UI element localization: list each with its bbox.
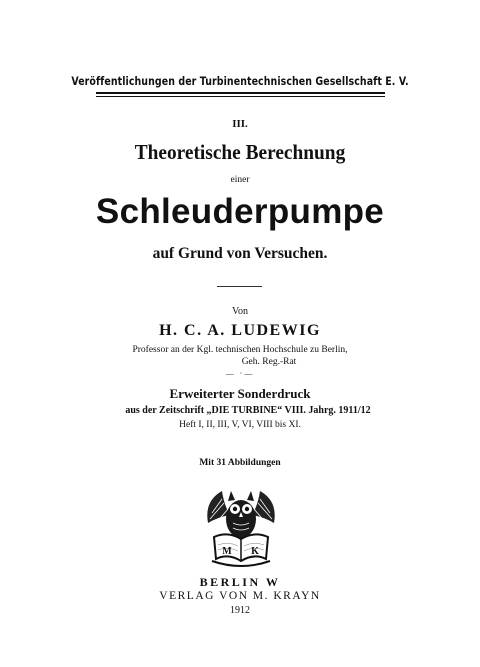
owl-on-book-icon	[200, 479, 282, 569]
main-title: Schleuderpumpe	[95, 192, 385, 231]
svg-text:M: M	[222, 546, 232, 557]
publisher-city: BERLIN W	[199, 575, 281, 589]
issue-list: Heft I, II, III, V, VI, VIII bis XI.	[179, 420, 301, 430]
publication-year: 1912	[230, 605, 250, 616]
illustration-count: Mit 31 Abbildungen	[199, 458, 281, 468]
series-title: Veröffentlichungen der Turbinentechnischen Gesellschaft E. V.	[71, 74, 409, 88]
title-connector: einer	[230, 175, 250, 185]
svg-text:K: K	[251, 546, 259, 557]
author-name: H. C. A. LUDEWIG	[159, 322, 321, 339]
separator-ornament: — ·—	[225, 369, 255, 378]
header-rule-thick	[96, 92, 385, 94]
title-line-3: auf Grund von Versuchen.	[152, 245, 328, 262]
edition-label: Erweiterter Sonderdruck	[169, 386, 311, 401]
journal-reference: aus der Zeitschrift „DIE TURBINE“ VIII. Jahrg. 1911/12	[125, 405, 371, 416]
header-rule-thin	[96, 96, 385, 97]
publisher-name: VERLAG VON M. KRAYN	[159, 590, 321, 602]
title-line-1: Theoretische Berechnung	[134, 140, 346, 164]
volume-number: III.	[232, 118, 248, 130]
author-affiliation-line-2: Geh. Reg.-Rat	[241, 357, 297, 367]
by-label: Von	[232, 306, 248, 317]
author-affiliation-line-1: Professor an der Kgl. technischen Hochschule zu Berlin,	[132, 345, 348, 355]
title-divider	[217, 286, 262, 287]
